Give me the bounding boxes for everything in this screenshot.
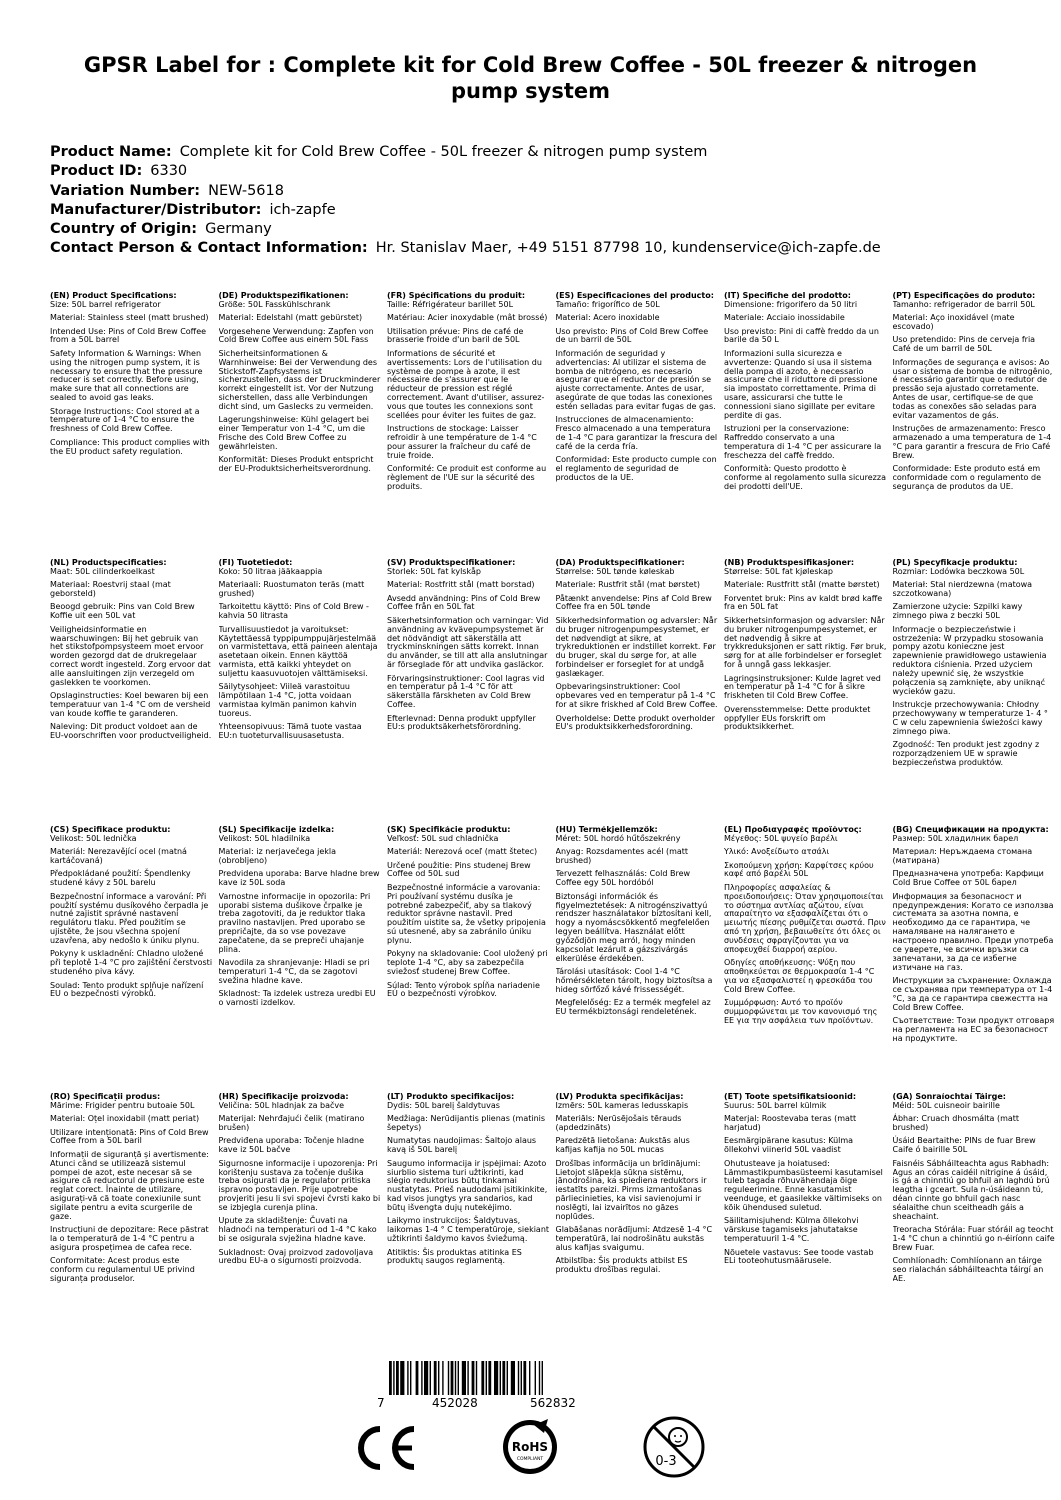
spec-block: [50, 1093, 219, 1289]
spec-heading: (LV) Produkta specifikācijas:: [555, 1093, 684, 1101]
spec-item: Velikost: 50L hladilnika: [218, 833, 311, 843]
barcode-bar: [410, 1361, 411, 1395]
ce-mark-icon: [350, 1423, 420, 1473]
spec-item: Sikkerhedsinformation og advarsler: Når du bruger nitrogenpumpesystemet, er det nødvendigt at sikre, at trykreduktionen er indstillet korrekt. Før du bruger, skal du sørge for, at alle forbindelser er forseglet for at undgå gaslækager.: [555, 615, 718, 679]
barcode-bar: [438, 1361, 439, 1395]
barcode-bar: [400, 1361, 404, 1395]
spec-item: Материал: Неръждаема стомана (матирана): [892, 847, 1033, 866]
barcode: [389, 1361, 595, 1395]
spec-item: Instrukcje przechowywania: Chłodny przechowywany w temperaturze 1- 4 ° C w celu zapewnienia świeżości kawy zimnego piwa.: [892, 700, 1048, 736]
barcode-bar: [455, 1361, 456, 1395]
spec-item: Avsedd användning: Pins of Cold Brew Coffee från en 50L fat: [387, 593, 541, 612]
spec-item: Informații de siguranță și avertismente: Atunci când se utilizează sistemul pompei de azot, este necesar să se asigure că reductorul de presiune este reglat corect. Înainte de utilizare, asigurați-vă că toate conexiunile sunt sigilate pentru a evita scurgerile de gaze.: [50, 1149, 209, 1222]
spec-item: Sigurnosne informacije i upozorenja: Pri korištenju sustava za točenje dušika treba osigurati da je regulator pritiska ispravno postavljen. Prije upotrebe provjeriti jesu li svi spojevi čvrsti kako bi se izbjegla curenja plina.: [218, 1158, 381, 1213]
barcode-bar: [518, 1361, 519, 1395]
spec-block: [893, 1093, 1061, 1289]
spec-item: Υλικό: Ανοξείδωτο ατσάλι: [724, 847, 830, 857]
spec-item: Materiaali: Ruostumaton teräs (matt grushed): [218, 580, 365, 599]
barcode-bar: [472, 1361, 475, 1395]
spec-item: Tarkoitettu käyttö: Pins of Cold Brew -kahvia 50 litrasta: [218, 602, 369, 621]
spec-item: Veiligheidsinformatie en waarschuwingen: Bij het gebruik van het stikstofpompsysteem moet ervoor worden gezorgd dat de drukregelaar correct wordt ingesteld. Zorg ervoor dat alle aansluitingen zijn verzegeld om gaslekken te voorkomen.: [50, 624, 211, 688]
spec-item: Safety Information & Warnings: When using the nitrogen pump system, it is necessary to ensure that the pressure reducer is set correctly. Before using, make sure that all connections are sealed to avoid gas leaks.: [50, 348, 203, 403]
spec-item: Velikost: 50L lednička: [50, 833, 137, 843]
spec-item: Saugumo informacija ir įspėjimai: Azoto siurblio sistema turi užtikrinti, kad slėgio reduktorius būtų tinkamai nustatytas. Prieš naudodami įsitikinkite, kad visos jungtys yra sandarios, kad būtų išvengta dujų nutekėjimo.: [387, 1158, 548, 1213]
spec-item: Glabāšanas norādījumi: Atdzesē 1-4 °C temperatūrā, lai nodrošinātu aukstās alus kafijas svaigumu.: [555, 1225, 713, 1253]
spec-item: Säilitamisjuhend: Külma õllekohvi värskuse tagamiseks jahutatakse temperatuuril 1-4 °C.: [724, 1216, 859, 1244]
barcode-bar: [462, 1361, 466, 1395]
spec-row: [50, 559, 1048, 772]
spec-item: Material: Stainless steel (matt brushed): [50, 313, 209, 323]
spec-item: Materiál: Nerezavějící ocel (matná kartáčovaná): [50, 847, 187, 866]
spec-heading: (ET) Toote spetsifikatsioonid:: [724, 1093, 857, 1101]
barcode-bar: [523, 1361, 526, 1395]
spec-heading: (SK) Špecifikácie produktu:: [387, 826, 511, 834]
barcode-bar: [535, 1361, 536, 1395]
spec-item: Größe: 50L Fasskühlschrank: [218, 299, 331, 309]
spec-item: Størrelse: 50L fat kjøleskap: [724, 566, 833, 576]
spec-heading: (RO) Specificații produs:: [50, 1093, 161, 1101]
spec-block: [556, 559, 725, 772]
spec-item: Påtænkt anvendelse: Pins af Cold Brew Coffee fra en 50L tønde: [555, 593, 712, 612]
spec-item: Informações de segurança e avisos: Ao usar o sistema de bomba de nitrogênio, é necessário garantir que o redutor de pressão seja ajustado corretamente. Antes de usar, certifique-se de que todas as conexões são seladas para evitar vazamentos de gás.: [892, 357, 1053, 421]
spec-item: Informations de sécurité et avertissements: Lors de l'utilisation du système de pompe à azote, il est nécessaire de s'assurer que le réducteur de pression est réglé correctement. Avant d'utiliser, assurez-vous que toutes les connexions sont scellées pour éviter les fuites de gaz.: [387, 348, 545, 421]
spec-heading: (ES) Especificaciones del producto:: [555, 292, 714, 300]
spec-item: Tervezett felhasználás: Cold Brew Coffee egy 50L hordóból: [555, 869, 691, 888]
spec-item: Material: iz nerjavečega jekla (obrobljeno): [218, 847, 337, 866]
spec-heading: (CS) Specifikace produktu:: [50, 826, 171, 834]
spec-item: Overensstemmelse: Dette produktet oppfyller EUs forskrift om produktsikkerhet.: [724, 704, 871, 732]
spec-item: Materiale: Rustfrit stål (mat børstet): [555, 580, 700, 590]
spec-item: Materiaal: Roestvrij staal (mat geborsteld): [50, 580, 171, 599]
spec-block: [387, 292, 556, 496]
info-value: ich-zapfe: [269, 201, 336, 218]
spec-block: [556, 292, 725, 496]
spec-item: Naleving: Dit product voldoet aan de EU-voorschriften voor productveiligheid.: [50, 722, 212, 741]
barcode-bar: [511, 1361, 515, 1395]
barcode-bar: [521, 1361, 522, 1395]
spec-item: Opslaginstructies: Koel bewaren bij een temperatuur van 1-4 °C om de versheid van koude koffie te garanderen.: [50, 691, 211, 719]
info-row: [50, 201, 1030, 220]
spec-item: Materjal: Roostevaba teras (matt harjatud): [724, 1114, 857, 1133]
spec-heading: (HR) Specifikacije proizvoda:: [218, 1093, 349, 1101]
barcode-bar: [424, 1361, 428, 1395]
rohs-label: RoHS: [511, 1440, 549, 1454]
compliance-icons: [350, 1415, 690, 1485]
spec-item: Comhlíonadh: Comhlíonann an táirge seo rialachán sábháilteachta táirgí an AE.: [892, 1256, 1044, 1284]
spec-item: Overholdelse: Dette produkt overholder EU's produktsikkerhedsforordning.: [555, 713, 715, 732]
spec-item: Nõuetele vastavus: See toode vastab ELi tooteohutusmäärusele.: [724, 1247, 874, 1266]
info-row: [50, 220, 1030, 239]
spec-item: Predvidena uporaba: Barve hladne brew kave iz 50L soda: [218, 869, 380, 888]
spec-heading: (PL) Specyfikacje produktu:: [892, 559, 1018, 567]
spec-item: Předpokládané použití: Špendlenky studené kávy z 50L barelu: [50, 869, 191, 888]
spec-item: Matériau: Acier inoxydable (mât brossé): [387, 313, 548, 323]
spec-item: Storage Instructions: Cool stored at a temperature of 1-4 °C to ensure the freshness of Cold Brew Coffee.: [50, 406, 200, 434]
spec-item: Navodila za shranjevanje: Hladi se pri temperaturi 1-4 °C, da se zagotovi svežina hladne kave.: [218, 958, 370, 986]
spec-item: Dimensione: frigorifero da 50 litri: [724, 299, 858, 309]
spec-item: Utilizare intenționată: Pins of Cold Brew Coffee from a 50L baril: [50, 1127, 209, 1146]
spec-item: Materiāls: Nerūsējošais tērauds (apdedzināts): [555, 1114, 682, 1133]
spec-block: [219, 826, 388, 1048]
spec-block: [219, 1093, 388, 1289]
spec-item: Tamaño: frigorífico de 50L: [555, 299, 660, 309]
barcode-bar: [529, 1361, 530, 1395]
spec-item: Instrucciones de almacenamiento: Fresco almacenado a una temperatura de 1-4 °C para garantizar la frescura del café de la cerda fría.: [555, 415, 718, 452]
spec-item: Konformität: Dieses Produkt entspricht der EU-Produktsicherheitsverordnung.: [218, 455, 374, 474]
barcode-bar: [502, 1361, 505, 1395]
spec-block: [50, 559, 219, 772]
info-row: [50, 239, 1030, 258]
barcode-bar: [539, 1361, 540, 1395]
spec-item: Materiał: Stal nierdzewna (matowa szczotkowana): [892, 580, 1033, 599]
spec-item: Предназначена употреба: Карфици Cold Brue Coffee от 50L барел: [892, 869, 1044, 888]
spec-item: Vorgesehene Verwendung: Zapfen von Cold Brew Coffee aus einem 50L Fass: [218, 326, 374, 345]
spec-item: Upute za skladištenje: Čuvati na hladnoći na temperaturi od 1-4 °C kako bi se osigurala svježina hladne kave.: [218, 1216, 377, 1244]
spec-item: Faisnéis Sábháilteachta agus Rabhadh: Agus an córas caidéil nitrigine á úsáid, is gá a chinntiú go bhfuil an laghdú brú leagtha i gceart. Sula n-úsáideann tú, déan cinnte go bhfuil gach nasc séalaithe chun sceitheadh gáis a sheachaint.: [892, 1158, 1050, 1222]
barcode-bar: [396, 1361, 399, 1395]
product-info-block: [50, 143, 1030, 259]
spec-item: Materiale: Rustfritt stål (matte børstet): [724, 580, 880, 590]
spec-item: Mărime: Frigider pentru butoaie 50L: [50, 1100, 195, 1110]
spec-item: Instrucțiuni de depozitare: Rece păstrat la o temperatură de 1-4 °C pentru a asigura prospețimea de cafea rece.: [50, 1225, 209, 1253]
spec-heading: (EN) Product Specifications:: [50, 292, 177, 300]
spec-item: Conformité: Ce produit est conforme au règlement de l'UE sur la sécurité des produits.: [387, 464, 547, 492]
info-row: [50, 162, 1030, 181]
spec-heading: (EL) Προδιαγραφές προϊόντος:: [724, 826, 862, 834]
spec-item: Storlek: 50L fat kylskåp: [387, 566, 481, 576]
spec-item: Instructions de stockage: Laisser refroidir à une température de 1-4 °C pour assurer la fraîcheur du café de truie froide.: [387, 424, 537, 461]
spec-item: Størrelse: 50L tønde køleskab: [555, 566, 675, 576]
info-value: Hr. Stanislav Maer, +49 5151 87798 10, kundenservice@ich-zapfe.de: [375, 240, 881, 257]
spec-item: Material: Oțel inoxidabil (matt periat): [50, 1114, 200, 1124]
spec-item: Συμμόρφωση: Αυτό το προϊόν συμμορφώνεται με τον κανονισμό της ΕΕ για την ασφάλεια των προϊόντων.: [724, 998, 878, 1026]
spec-item: Eesmärgipärane kasutus: Külma õllekohvi viinerid 50L vaadist: [724, 1136, 854, 1155]
barcode-digits-right: 562832: [530, 1396, 576, 1410]
spec-block: [724, 559, 893, 772]
spec-item: Materiál: Nerezová oceľ (matt štetec): [387, 847, 538, 857]
spec-item: Yhteensopivuus: Tämä tuote vastaa EU:n tuoteturvallisuusasetusta.: [218, 722, 362, 741]
spec-item: Uso pretendido: Pins de cerveja fria Café de um barril de 50L: [892, 335, 1036, 354]
spec-item: Izmērs: 50L kameras ledusskapis: [555, 1100, 689, 1110]
spec-item: Opbevaringsinstruktioner: Cool opbevares ved en temperatur på 1-4 °C for at sikre friskhed af Cold Brew Coffee.: [555, 682, 718, 710]
spec-item: Säkerhetsinformation och varningar: Vid användning av kvävepumpsystemet är det nödvändigt att säkerställa att tryckminskningen sätts korrekt. Innan du använder, se till att alla anslutningar är förseglade för att undvika gasläckor.: [387, 615, 549, 670]
barcode-bar: [430, 1361, 431, 1395]
spec-item: Forventet bruk: Pins av kaldt brød kaffe fra en 50L fat: [724, 593, 883, 612]
barcode-bar: [458, 1361, 459, 1395]
spec-block: [387, 1093, 556, 1289]
spec-block: [387, 559, 556, 772]
spec-item: Suurus: 50L barrel külmik: [724, 1100, 827, 1110]
spec-item: Informazioni sulla sicurezza e avvertenze: Quando si usa il sistema della pompa di azoto, è necessario assicurare che il riduttore di pressione sia impostato correttamente. Prima di usare, assicurarsi che tutte le connessioni siano sigillate per evitare perdite di gas.: [724, 348, 878, 421]
barcode-bar: [542, 1361, 543, 1395]
spec-heading: (FR) Spécifications du produit:: [387, 292, 526, 300]
spec-item: Sukladnost: Ovaj proizvod zadovoljava uredbu EU-a o sigurnosti proizvoda.: [218, 1247, 374, 1266]
spec-item: Materiale: Acciaio inossidabile: [724, 313, 845, 323]
spec-item: Veličina: 50L hladnjak za bačve: [218, 1100, 345, 1110]
info-value: Germany: [205, 221, 272, 238]
spec-heading: (SV) Produktspecifikationer:: [387, 559, 516, 567]
spec-item: Πληροφορίες ασφαλείας & προειδοποιήσεις: Όταν χρησιμοποιείται το σύστημα αντλίας αζώτου, είναι απαραίτητο να εξασφαλίζεται ότι ο μειωτής πίεσης ρυθμίζεται σωστά. Πριν από τη χρήση, βεβαιωθείτε ότι όλες οι συνδέσεις σφραγίζονται για να αποφευχθεί διαρροή αερίου.: [724, 882, 886, 955]
barcode-bar: [507, 1361, 508, 1395]
info-label: Country of Origin:: [50, 221, 198, 238]
barcode-digit-lead: 7: [377, 1396, 385, 1410]
spec-item: Σκοπούμενη χρήση: Καρφίτσες κρύου καφέ από βαρέλι 50L: [724, 860, 874, 879]
spec-item: Информация за безопасност и предупреждения: Когато се използва системата за азотна помпа, е необходимо да се гарантира, че намаляване на налягането е настроено правилно. Преди употреба се уверете, че всички връзки са запечатани, за да се избегне изтичане на газ.: [892, 891, 1054, 972]
spec-item: Instruções de armazenamento: Fresco armazenado a uma temperatura de 1-4 °C para garantir a frescura de Frio Café Brew.: [892, 424, 1052, 461]
barcode-bar: [448, 1361, 449, 1395]
spec-item: Taille: Réfrigérateur barillet 50L: [387, 299, 514, 309]
spec-item: Conformidade: Este produto está em conformidade com o regulamento de segurança de produtos da UE.: [892, 464, 1041, 492]
barcode-bar: [451, 1361, 454, 1395]
spec-heading: (SL) Specifikacije izdelka:: [218, 826, 335, 834]
spec-block: [724, 1093, 893, 1289]
info-label: Product Name:: [50, 144, 172, 160]
spec-row: [50, 292, 1053, 496]
barcode-digits-left: 452028: [432, 1396, 478, 1410]
spec-item: Размер: 50L хладилник барел: [892, 833, 1019, 843]
spec-heading: (DA) Produktspecifikationer:: [555, 559, 685, 567]
spec-item: Οδηγίες αποθήκευσης: Ψύξη που αποθηκεύεται σε θερμοκρασία 1-4 °C για να εξασφαλιστεί η φρεσκάδα του Cold Brew Coffee.: [724, 958, 875, 995]
spec-item: Bezpečnostné informácie a varovania: Pri používaní systému dusíka je potrebné zabezpečiť, aby sa tlakový reduktor správne nastavil. Pred použitím uistite sa, že všetky pripojenia sú utesnené, aby sa zabránilo úniku plynu.: [387, 882, 546, 946]
spec-item: Pokyny k uskladnění: Chladno uložené při teplotě 1-4 °C pro zajištění čerstvosti studeného piva kávy.: [50, 949, 213, 977]
spec-item: Μέγεθος: 50L ψυγείο βαρέλι: [724, 833, 838, 843]
spec-item: Medžiaga: Nerūdijantis plienas (matinis šepetys): [387, 1114, 546, 1133]
barcode-bar: [416, 1361, 419, 1395]
spec-item: Drošības informācija un brīdinājumi: Lietojot slāpekļa sūkņa sistēmu, jānodrošina, ka spiediena reduktors ir iestatīts pareizi. Pirms izmantošanas pārliecinieties, ka visi savienojumi ir noslēgti, lai izvairītos no gāzes noplūdes.: [555, 1158, 707, 1222]
spec-item: Sicherheitsinformationen & Warnhinweise: Bei der Verwendung des Stickstoff-Zapfsystems ist sicherzustellen, dass der Druckminderer korrekt eingestellt ist. Vor der Nutzung sicherstellen, dass alle Verbindungen dicht sind, um Gaslecks zu vermeiden.: [218, 348, 381, 412]
spec-item: Съответствие: Този продукт отговаря на регламента на ЕС за безопасност на продуктите.: [892, 1016, 1055, 1043]
spec-item: Koko: 50 litraa jääkaappia: [218, 566, 323, 576]
spec-item: Conformità: Questo prodotto è conforme al regolamento sulla sicurezza dei prodotti dell'UE.: [724, 464, 886, 492]
info-value: 6330: [150, 163, 188, 180]
spec-item: Conformidad: Este producto cumple con el reglamento de seguridad de productos de la UE.: [555, 455, 717, 483]
spec-item: Uso previsto: Pins of Cold Brew Coffee de un barril de 50L: [555, 326, 709, 345]
spec-item: Veľkosť: 50L sud chladnička: [387, 833, 499, 843]
barcode-bar: [407, 1361, 408, 1395]
barcode-block: [377, 1361, 607, 1411]
spec-row: [50, 826, 1055, 1048]
spec-item: Určené použitie: Pins studenej Brew Coffee od 50L sud: [387, 860, 531, 879]
spec-block: [893, 559, 1061, 772]
spec-block: [893, 292, 1061, 496]
spec-item: Varnostne informacije in opozorila: Pri uporabi sistema dušikove črpalke je treba zagotoviti, da je reduktor tlaka pravilno nastavljen. Pred uporabo se prepričajte, da so vse povezave zapečatene, da se prepreči uhajanje plina.: [218, 891, 371, 955]
spec-item: Förvaringsinstruktioner: Cool lagras vid en temperatur på 1-4 °C för att säkerställa färskheten av Cold Brew Coffee.: [387, 673, 545, 710]
barcode-bar: [421, 1361, 422, 1395]
info-label: Contact Person & Contact Information:: [50, 240, 368, 257]
spec-item: Uso previsto: Pini di caffè freddo da un barile da 50 L: [724, 326, 879, 345]
spec-item: Material: Acero inoxidable: [555, 313, 660, 323]
spec-item: Maat: 50L cilinderkoelkast: [50, 566, 155, 576]
barcode-bar: [434, 1361, 437, 1395]
spec-item: Predviđena uporaba: Točenje hladne kave iz 50L bačve: [218, 1136, 364, 1155]
spec-heading: (BG) Спецификации на продукта:: [892, 826, 1049, 834]
spec-heading: (FI) Tuotetiedot:: [218, 559, 293, 567]
rohs-compliant-icon: [500, 1417, 560, 1477]
spec-item: Bezpečnostní informace a varování: Při použití systému dusíkového čerpadla je nutné zajistit správné nastavení regulátoru tlaku. Před použitím se ujistěte, že jsou všechna spojení uzavřena, aby nedošlo k úniku plynu.: [50, 891, 209, 946]
info-row: [50, 143, 1030, 162]
spec-item: Informacje o bezpieczeństwie i ostrzeżenia: W przypadku stosowania pompy azotu konieczne jest zapewnienie prawidłowego ustawienia reduktora ciśnienia. Przed użyciem należy upewnić się, że wszystkie połączenia są zamknięte, aby uniknąć wycieków gazu.: [892, 624, 1047, 696]
barcode-bar: [393, 1361, 394, 1395]
spec-heading: (PT) Especificações do produto:: [892, 292, 1036, 300]
spec-item: Sikkerhetsinformasjon og advarsler: Når du bruker nitrogenpumpesystemet, er det nødvendig å sikre at trykkreduksjonen er satt riktig. Før bruk, sørg for at alle forbindelser er forseglet for å unngå gass lekkasjer.: [724, 615, 887, 670]
spec-item: Lagerungshinweise: Kühl gelagert bei einer Temperatur von 1-4 °C, um die Frische des Cold Brew Coffee zu gewährleisten.: [218, 415, 369, 452]
spec-item: Compliance: This product complies with the EU product safety regulation.: [50, 437, 210, 456]
rohs-sublabel: COMPLIANT: [516, 1457, 544, 1462]
spec-block: [50, 292, 219, 496]
info-row: [50, 182, 1030, 201]
spec-item: Megfelelőség: Ez a termék megfelel az EU termékbiztonsági rendeletének.: [555, 998, 711, 1017]
spec-item: Anyag: Rozsdamentes acél (matt brushed): [555, 847, 689, 866]
spec-block: [387, 826, 556, 1048]
spec-item: Conformitate: Acest produs este conform cu regulamentul UE privind siguranța produselor.: [50, 1256, 195, 1284]
spec-item: Numatytas naudojimas: Šaltojo alaus kavą iš 50L barelį: [387, 1136, 537, 1155]
spec-item: Material: Aço inoxidável (mate escovado): [892, 313, 1015, 332]
spec-item: Pokyny na skladovanie: Cool uložený pri teplote 1-4 °C, aby sa zabezpečila sviežosť studenej Brew Coffee.: [387, 949, 548, 977]
spec-block: [724, 826, 893, 1048]
info-value: NEW-5618: [208, 182, 284, 199]
barcode-bar: [476, 1361, 477, 1395]
spec-heading: (LT) Produkto specifikacijos:: [387, 1093, 515, 1101]
spec-item: Ohutusteave ja hoiatused: Lämmastikpumbasüsteemi kasutamisel tuleb tagada rõhuvähendaja õige reguleerimine. Enne kasutamist veenduge, et gaasilekke vältimiseks on kõik ühendused suletud.: [724, 1158, 883, 1213]
spec-item: Materijal: Nehrđajući čelik (matirano brušen): [218, 1114, 365, 1133]
spec-item: Material: Edelstahl (matt gebürstet): [218, 313, 363, 323]
spec-item: Soulad: Tento produkt splňuje nařízení EU o bezpečnosti výrobků.: [50, 980, 204, 999]
spec-item: Efterlevnad: Denna produkt uppfyller EU:s produktsäkerhetsförordning.: [387, 713, 536, 732]
spec-block: [50, 826, 219, 1048]
spec-block: [556, 826, 725, 1048]
spec-item: Méret: 50L hordó hűtőszekrény: [555, 833, 681, 843]
spec-item: Atbilstība: Šis produkts atbilst ES produktu drošības regulai.: [555, 1256, 688, 1275]
spec-item: Paredzētā lietošana: Aukstās alus kafijas kafija no 50L mucas: [555, 1136, 690, 1155]
spec-heading: (NL) Productspecificaties:: [50, 559, 167, 567]
info-label: Variation Number:: [50, 182, 201, 199]
spec-item: Skladnost: Ta izdelek ustreza uredbi EU o varnosti izdelkov.: [218, 989, 376, 1008]
barcode-bar: [486, 1361, 487, 1395]
spec-heading: (IT) Specifiche del prodotto:: [724, 292, 851, 300]
spec-block: [219, 559, 388, 772]
spec-item: Rozmiar: Lodówka beczkowa 50L: [892, 566, 1025, 576]
spec-heading: (NB) Produktspesifikasjoner:: [724, 559, 855, 567]
spec-item: Zamierzone użycie: Szpilki kawy zimnego piwa z beczki 50L: [892, 602, 1023, 621]
spec-item: Size: 50L barrel refrigerator: [50, 299, 161, 309]
spec-item: Zgodność: Ten produkt jest zgodny z rozporządzeniem UE w sprawie bezpieczeństwa produktów.: [892, 740, 1040, 768]
spec-heading: (HU) Termékjellemzők:: [555, 826, 658, 834]
age-label: 0-3: [655, 1454, 677, 1469]
spec-heading: (DE) Produktspezifikationen:: [218, 292, 349, 300]
info-label: Manufacturer/Distributor:: [50, 201, 262, 218]
spec-item: Intended Use: Pins of Cold Brew Coffee from a 50L barrel: [50, 326, 207, 345]
spec-item: Utilisation prévue: Pins de café de brasserie froide d'un baril de 50L: [387, 326, 524, 345]
spec-item: Súlad: Tento výrobok spĺňa nariadenie EÚ o bezpečnosti výrobkov.: [387, 980, 540, 999]
spec-item: Lagringsinstruksjoner: Kulde lagret ved en temperatur på 1-4 °C for å sikre friskheten til Cold Brew Coffee.: [724, 673, 881, 701]
spec-block: [219, 292, 388, 496]
barcode-bar: [488, 1361, 491, 1395]
spec-block: [893, 826, 1061, 1048]
barcode-bar: [467, 1361, 468, 1395]
spec-item: Ábhar: Cruach dhosmálta (matt brushed): [892, 1114, 1020, 1133]
barcode-bar: [500, 1361, 501, 1395]
barcode-bar: [481, 1361, 484, 1395]
info-value: Complete kit for Cold Brew Coffee - 50L freezer & nitrogen pump system: [179, 144, 708, 160]
spec-item: Beoogd gebruik: Pins van Cold Brew Koffie uit een 50L vat: [50, 602, 195, 621]
barcode-bar: [389, 1361, 392, 1395]
spec-item: Istruzioni per la conservazione: Raffreddo conservato a una temperatura di 1-4 °C per assicurare la freschezza del caffè freddo.: [724, 424, 882, 461]
spec-item: Atitiktis: Šis produktas atitinka ES produktų saugos reglamentą.: [387, 1247, 522, 1266]
not-for-under-3-icon: [642, 1415, 706, 1479]
spec-item: Säilytysohjeet: Viileä varastoituu lämpötilaan 1-4 °C, jotta voidaan varmistaa kylmän panimon kahvin tuoreus.: [218, 682, 357, 719]
barcode-bar: [494, 1361, 498, 1395]
spec-item: Laikymo instrukcijos: Šaldytuvas, laikomas 1-4 ° C temperatūroje, siekiant užtikrinti šaldymo kavos šviežumą.: [387, 1216, 550, 1244]
spec-item: Treoracha Stórála: Fuar stóráil ag teocht 1-4 °C chun a chinntiú go n-éiríonn caife Brew Fuar.: [892, 1225, 1055, 1253]
info-label: Product ID:: [50, 163, 143, 180]
spec-item: Tárolási utasítások: Cool 1-4 °C hőmérsékleten tárolt, hogy biztosítsa a hideg sörfőző kávé frissességét.: [555, 967, 713, 995]
barcode-bar: [442, 1361, 443, 1395]
spec-item: Información de seguridad y advertencias: Al utilizar el sistema de bomba de nitrógeno, es necesario asegurar que el reductor de presión se ajuste correctamente. Antes de usar, asegúrate de que todas las conexiones estén selladas para evitar fugas de gas.: [555, 348, 716, 412]
spec-item: Úsáid Beartaithe: PINs de fuar Brew Caife ó bairille 50L: [892, 1136, 1036, 1155]
spec-row: [50, 1093, 1055, 1289]
spec-heading: (GA) Sonraíochtaí Táirge:: [892, 1093, 1006, 1101]
spec-block: [724, 292, 893, 496]
spec-item: Biztonsági információk és figyelmeztetések: A nitrogénszivattyú rendszer használatakor biztosítani kell, hogy a nyomáscsökkentő megfelelően legyen beállítva. Használat előtt győződjön meg arról, hogy minden kapcsolat lezárult a gázszivárgás elkerülése érdekében.: [555, 891, 712, 963]
spec-item: Turvallisuustiedot ja varoitukset: Käytettäessä typpipumppujärjestelmää on varmistettava, että paineen alentaja asetetaan oikein. Ennen käyttöä varmista, että kaikki yhteydet on suljettu kaasuvuotojen välttämiseksi.: [218, 624, 378, 679]
spec-item: Dydis: 50L barelį šaldytuvas: [387, 1100, 500, 1110]
spec-block: [556, 1093, 725, 1289]
spec-item: Material: Rostfritt stål (matt borstad): [387, 580, 535, 590]
spec-item: Tamanho: refrigerador de barril 50L: [892, 299, 1035, 309]
spec-item: Méid: 50L cuisneoir bairille: [892, 1100, 1000, 1110]
spec-item: Инструкции за съхранение: Охлажда се съхранява при температура от 1-4 °C, за да се гарантира свежестта на Cold Brew Coffee.: [892, 976, 1053, 1012]
page-title: GPSR Label for : Complete kit for Cold Brew Coffee - 50L freezer & nitrogen pump system: [83, 53, 978, 103]
